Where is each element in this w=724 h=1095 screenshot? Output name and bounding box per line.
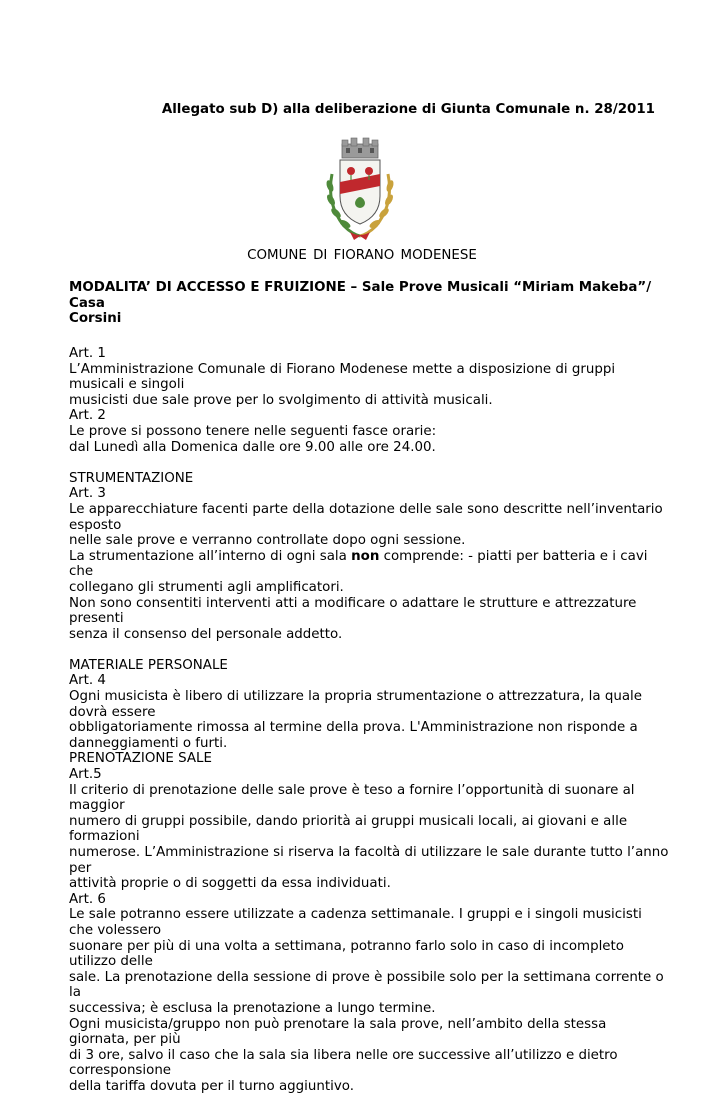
article-heading: Art. 2 — [69, 408, 106, 424]
paragraph-line: suonare per più di una volta a settimana, potranno farlo solo in caso di incompleto utilizzo delle — [69, 938, 624, 970]
coat-of-arms-icon — [318, 134, 402, 244]
article-heading: Art. 6 — [69, 891, 106, 907]
section-heading: MATERIALE PERSONALE — [69, 657, 228, 673]
paragraph-line: numerose. L’Amministrazione si riserva la facoltà di utilizzare le sale durante tutto l’anno per — [69, 845, 669, 876]
paragraph-line: musicisti due sale prove per lo svolgimento di attività musicali. — [69, 392, 493, 408]
paragraph-line: numero di gruppi possibile, dando priorità ai gruppi musicali locali, ai giovani e alle formazioni — [69, 813, 628, 845]
paragraph-line: obbligatoriamente rimossa al termine della prova. L'Amministrazione non risponde a — [69, 720, 638, 736]
paragraph-line: Il criterio di prenotazione delle sale prove è teso a fornire l’opportunità di suonare al maggior — [69, 782, 635, 814]
paragraph-line: di 3 ore, salvo il caso che la sala sia libera nelle ore successive all’utilizzo e dietro corresponsione — [69, 1047, 618, 1079]
text-span: La strumentazione all’interno di ogni sala — [69, 548, 352, 564]
document-body — [69, 346, 669, 1095]
title-line: Corsini — [69, 311, 122, 327]
paragraph-line: Le sale potranno essere utilizzate a cadenza settimanale. I gruppi e i singoli musicisti che volessero — [69, 907, 642, 938]
section-heading: STRUMENTAZIONE — [69, 470, 194, 486]
article-heading: Art. 3 — [69, 486, 106, 502]
paragraph-line: attività proprie o di soggetti da essa individuati. — [69, 876, 391, 892]
article-heading: Art. 1 — [69, 346, 106, 361]
paragraph-line: nelle sale prove e verranno controllate dopo ogni sessione. — [69, 533, 466, 549]
paragraph-line: Non sono consentiti interventi atti a modificare o adattare le strutture e attrezzature presenti — [69, 595, 637, 627]
article-heading: Art.5 — [69, 767, 102, 783]
paragraph-line: Le prove si possono tenere nelle seguenti fasce orarie: — [69, 423, 437, 439]
emphasis-text: non — [351, 548, 380, 564]
article-heading: Art. 4 — [69, 673, 106, 689]
paragraph-line: Ogni musicista/gruppo non può prenotare la sala prove, nell’ambito della stessa giornata, per più — [69, 1016, 607, 1048]
paragraph-line: Ogni musicista è libero di utilizzare la propria strumentazione o attrezzatura, la quale dovrà essere — [69, 689, 642, 720]
paragraph-line: senza il consenso del personale addetto. — [69, 626, 343, 642]
paragraph-line: sale. La prenotazione della sessione di prove è possibile solo per la settimana corrente o la — [69, 969, 664, 1001]
paragraph-line: collegano gli strumenti agli amplificatori. — [69, 579, 344, 595]
paragraph-line — [69, 549, 669, 580]
text-span: comprende: - piatti per batteria e i cavi che — [69, 548, 648, 580]
section-heading: PRENOTAZIONE SALE — [69, 751, 212, 767]
paragraph-line: dal Lunedì alla Domenica dalle ore 9.00 alle ore 24.00. — [69, 439, 436, 455]
paragraph-line: successiva; è esclusa la prenotazione a lungo termine. — [69, 1000, 436, 1016]
paragraph-line: danneggiamenti o furti. — [69, 735, 228, 751]
paragraph-line: della tariffa dovuta per il turno aggiuntivo. — [69, 1078, 354, 1094]
title-line: MODALITA’ DI ACCESSO E FRUIZIONE – Sale Prove Musicali “Miriam Makeba”/ Casa — [69, 280, 652, 311]
municipality-name: COMUNE DI FIORANO MODENESE — [247, 248, 477, 263]
paragraph-line: Le apparecchiature facenti parte della dotazione delle sale sono descritte nell’inventario esposto — [69, 501, 663, 533]
attachment-reference: Allegato sub D) alla deliberazione di Giunta Comunale n. 28/2011 — [161, 102, 655, 117]
paragraph-line: L’Amministrazione Comunale di Fiorano Modenese mette a disposizione di gruppi musicali e singoli — [69, 361, 616, 393]
document-title — [69, 280, 659, 327]
